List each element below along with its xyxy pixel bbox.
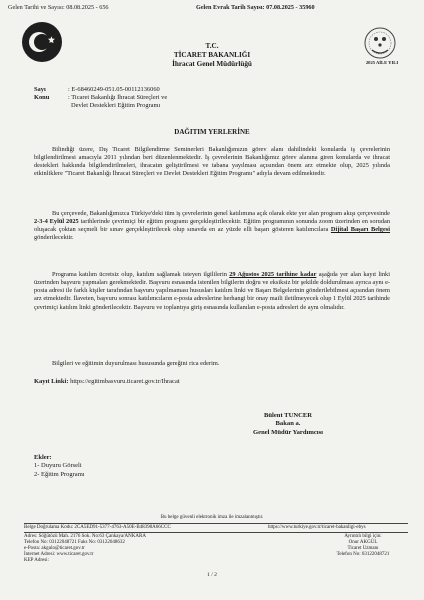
body-paragraph-4: Bilgileri ve eğitimin duyurulması hususunda gereğini rica ederim. [52, 360, 220, 367]
body-paragraph-1: Bilindiği üzere, Dış Ticaret Bilgilendirme Seminerleri Bakanlığımızın görev alanı dahilindeki konularda iş çevrelerinin bilgilendirilmesi amacıyla 2011 yılından beri düzenlenmektedir. İş çevrelerinin Bakanlığımız görev alanına giren konularda ve ihracat destekleri hakkında bilgilendirilmeleri, ihracatın geliştirilmesi ve tabana yayılması açısından önem arz etmekte olup, 2025 yılında etkinliklere "Ticaret Bakanlığı İhracat Süreçleri ve Devlet Destekleri Eğitim Programı" adıyla devam edilmektedir. [34, 146, 390, 178]
email: e-Posta: akgulo@ticaret.gov.tr [24, 546, 85, 551]
p2-text-b: tarihlerinde çevrimiçi bir eğitim programı gerçekleştirilecektir. Eğitim programının sonunda zoom üzerinden en sorudan oluşacak çoktan seçmeli bir sınav gerçekleştirilecek olup sınavda en az yüzde elli başarı gösteren katılımcılara [34, 218, 390, 234]
ministry-heading [112, 42, 312, 69]
info-contact-block [318, 534, 408, 558]
signatory-title-1: Bakan a. [275, 420, 301, 428]
incoming-stamp-right: Gelen Evrak Tarih Sayısı: 07.08.2025 - 35960 [196, 4, 315, 11]
ministry-heading-line2: TİCARET BAKANLIĞI [173, 51, 251, 59]
signature-block [228, 412, 348, 437]
p3-text-b: aşağıda yer alan kayıt linki üzerinden başvuru yapmaları gerekmektedir. Başvuru esnasında istenilen bilgilerin doğru ve eksiksiz bir şekilde doldurulması ayrıca aynı e-posta adresi ile farklı kişiler tarafından başvuru yapılmaması hususları katılım linki ve Başarı Belgelerinin gönderilebilmesi açısından önem arz etmektedir. İlaveten, başvuru sonrası katılımcıların e-posta adreslerine herhangi bir onay maili iletilmeyecek olup 1 Eylül 2025 tarihinde çevrimiçi katılım linki gönderilecektir. Başvuru ve toplantıya giriş esnasında kullanılan e-posta adresleri de aynı olmalıdır. [34, 271, 390, 311]
attachment-item[interactable]: 2- Eğitim Programı [34, 470, 85, 478]
p3-deadline: 29 Ağustos 2025 tarihine kadar [229, 271, 317, 278]
sayi-label: Sayı [34, 86, 46, 93]
info-role: Ticaret Uzmanı [347, 546, 379, 551]
body-paragraph-2 [34, 210, 390, 243]
p2-dates: 2-3-4 Eylül 2025 [34, 218, 79, 226]
konu-value-line2: Devlet Destekleri Eğitim Programı [71, 102, 161, 110]
p2-text-c: gönderilecektir. [34, 234, 74, 242]
ministry-heading-line3: İhracat Genel Müdürlüğü [172, 60, 252, 68]
address: Adres: Söğütözü Mah. 2176 Sok. No:63 Çankaya/ANKARA [24, 534, 146, 539]
signatory-name: Bülent TUNCER [263, 412, 313, 419]
website: İnternet Adresi: www.ticaret.gov.tr [24, 552, 94, 557]
konu-label: Konu [34, 94, 50, 102]
ministry-crest-logo [22, 22, 62, 62]
p2-text-a: Bu çerçevede, Bakanlığımızca Türkiye'deki tüm iş çevrelerinin genel katılımına açık olarak ekte yer alan program akışı çerçevesinde [52, 210, 390, 217]
attachment-item[interactable]: 1- Duyuru Görseli [34, 462, 82, 470]
info-title: Ayrıntılı bilgi için: [344, 534, 382, 539]
attachments-heading: Ekler: [34, 454, 52, 461]
incoming-stamp-left: Gelen Tarihi ve Sayısı: 08.08.2025 - 656 [8, 4, 109, 11]
verification-code: Belge Doğrulama Kodu: 2CA5ED91-5377-4763-A50E-B48398A66CCC [24, 525, 171, 530]
verification-url[interactable]: https://www.turkiye.gov.tr/ticaret-bakanligi-ebys [268, 525, 366, 530]
konu-value-line1: : Ticaret Bakanlığı İhracat Süreçleri ve [68, 94, 168, 102]
body-paragraph-3 [34, 271, 390, 312]
crescent-star-icon [22, 22, 62, 62]
registration-link-label: Kayıt Linki: [34, 378, 69, 385]
footer-divider [24, 532, 408, 533]
phone-fax: Telefon No: 03122048721 Faks No: 03122048632 [24, 540, 125, 545]
contact-block [24, 534, 146, 564]
signatory-title-2: Genel Müdür Yardımcısı [253, 428, 323, 436]
esign-note: Bu belge güvenli elektronik imza ile imzalanmıştır. [160, 515, 264, 520]
registration-link-line [34, 378, 180, 385]
attachments [34, 454, 85, 479]
kep-address: KEP Adresi: [24, 558, 49, 563]
p2-certificate: Dijital Başarı Belgesi [330, 226, 391, 234]
p3-text-a: Programa katılım ücretsiz olup, katılım sağlamak isteyen ilgililerin [52, 271, 230, 278]
info-phone: Telefon No: 03122048721 [336, 552, 390, 557]
addressee-heading: DAĞITIM YERLERİNE [174, 128, 250, 136]
sayi-value: : E-68460249-051.05-00112136060 [68, 86, 160, 93]
ministry-heading-line1: T.C. [205, 42, 219, 50]
page-number: 1 / 2 [207, 572, 217, 578]
registration-link[interactable]: https://egitimbasvuru.ticaret.gov.tr/Ihracat [68, 378, 180, 385]
document-meta [34, 86, 167, 111]
family-year-logo [360, 26, 400, 66]
footer-divider [24, 523, 408, 524]
family-emblem-icon [360, 26, 400, 60]
family-year-label: 2025 AİLE YILI [365, 60, 399, 65]
info-name: Onur AKGÜL [348, 540, 378, 545]
